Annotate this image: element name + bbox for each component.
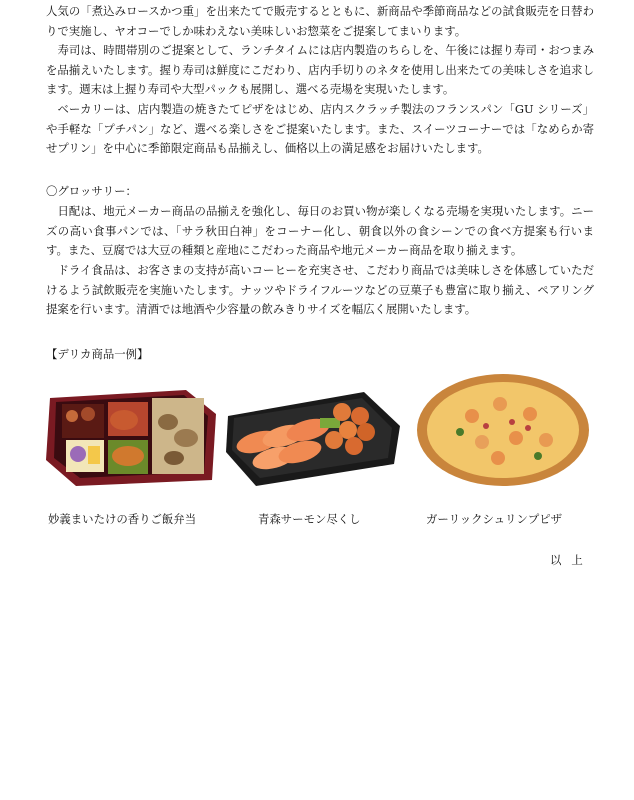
- sushi-photo: [224, 368, 404, 494]
- pizza-photo: [412, 368, 594, 494]
- bento-caption: 妙義まいたけの香りご飯弁当: [48, 512, 197, 526]
- closing-mark: 以上: [550, 553, 593, 567]
- grocery-heading: 〇グロッサリー：: [46, 184, 137, 198]
- bento-photo: [36, 368, 222, 494]
- dry-foods-paragraph: ドライ食品は、お客さまの支持が高いコーヒーを充実させ、こだわり商品では美味しさを体感していただけるよう試飲販売を実施いたします。ナッツやドライフルーツなどの豆菓子も豊富に取り揃え、ペアリング提案を行います。清酒では地酒や少容量の飲みきりサイズを幅広く展開いたします。: [46, 263, 594, 317]
- pizza-caption: ガーリックシュリンプピザ: [426, 512, 563, 526]
- deli-examples-label: 【デリカ商品一例】: [46, 347, 149, 361]
- bakery-paragraph: ベーカリーは、店内製造の焼きたてピザをはじめ、店内スクラッチ製法のフランスパン「GU シリーズ」や手軽な「プチパン」など、選べる楽しさをご提案いたします。また、スイーツコーナーでは「なめらか寄せプリン」を中心に季節限定商品も品揃えし、価格以上の満足感をお届けいたします。: [46, 102, 594, 156]
- intro-paragraph: 人気の「煮込みロースかつ重」を出来たてで販売するとともに、新商品や季節商品などの試食販売を日替わりで実施し、ヤオコーでしか味わえない美味しいお惣菜をご提案してまいります。: [46, 4, 594, 38]
- sushi-paragraph: 寿司は、時間帯別のご提案として、ランチタイムには店内製造のちらしを、午後には握り寿司・おつまみを品揃えいたします。握り寿司は鮮度にこだわり、店内手切りのネタを使用し出来たての美味しさを追求します。週末は上握り寿司や大型パックも展開し、選べる売場を実現いたします。: [46, 43, 594, 97]
- sushi-caption: 青森サーモン尽くし: [258, 512, 361, 526]
- daily-foods-paragraph: 日配は、地元メーカー商品の品揃えを強化し、毎日のお買い物が楽しくなる売場を実現いたします。ニーズの高い食事パンでは、「サラ秋田白神」をコーナー化し、朝食以外の食シーンでの食べ方提案も行います。また、豆腐では大豆の種類と産地にこだわった商品や地元メーカー商品を取り揃えます。: [46, 204, 594, 258]
